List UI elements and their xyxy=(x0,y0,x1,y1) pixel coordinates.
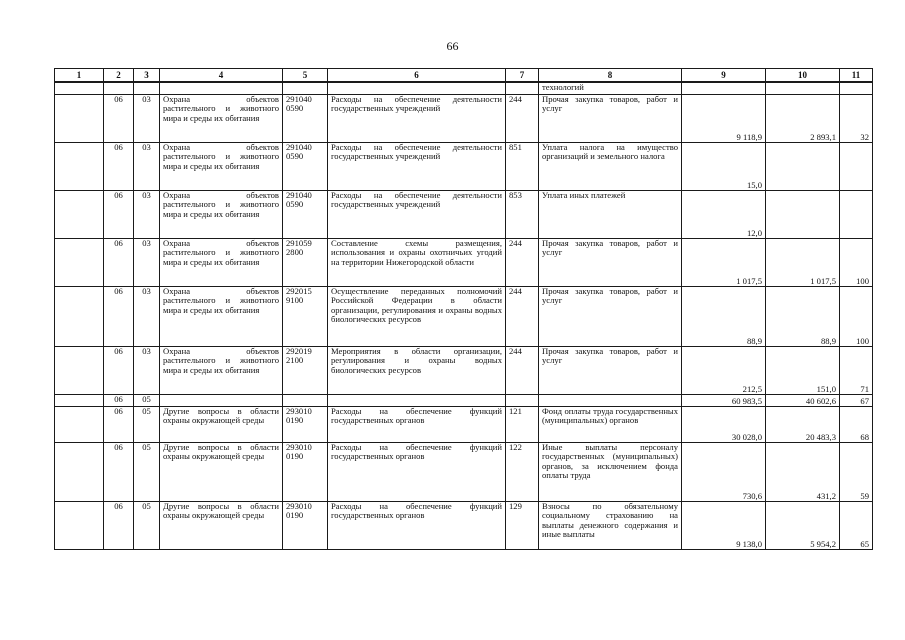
budget-table xyxy=(54,68,873,550)
cell-target-code: 291059 2800 xyxy=(283,239,328,287)
cell-name: Другие вопросы в области охраны окружающей среды xyxy=(160,407,283,443)
cell-target-name: Расходы на обеспечение деятельности государственных учреждений xyxy=(328,95,506,143)
cell-percent: 71 xyxy=(840,347,873,395)
cell-target-name: Составление схемы размещения, использования и охраны охотничьих угодий на территории Нижегородской области xyxy=(328,239,506,287)
table-row xyxy=(55,443,873,502)
cell-percent xyxy=(840,143,873,191)
cell-target-code: 291040 0590 xyxy=(283,95,328,143)
cell-expense-code: 244 xyxy=(506,95,539,143)
cell-expense-code: 122 xyxy=(506,443,539,502)
col-header-11: 11 xyxy=(840,69,873,83)
cell-plan: 88,9 xyxy=(682,287,766,347)
cell-expense-code: 129 xyxy=(506,502,539,550)
cell-plan: 30 028,0 xyxy=(682,407,766,443)
cell-section: 06 xyxy=(104,347,134,395)
cell-expense-name: Прочая закупка товаров, работ и услуг xyxy=(539,239,682,287)
subtotal-row xyxy=(55,395,873,407)
cell-expense-name: Иные выплаты персоналу государственных (муниципальных) органов, за исключением фонда оплаты труда xyxy=(539,443,682,502)
cell-expense-code: 851 xyxy=(506,143,539,191)
cell-section: 06 xyxy=(104,95,134,143)
cell-percent: 100 xyxy=(840,287,873,347)
table-row xyxy=(55,287,873,347)
cell-plan: 1 017,5 xyxy=(682,239,766,287)
cell-target-name: Осуществление переданных полномочий Российской Федерации в области организации, регулирования и охраны водных биологических ресурсов xyxy=(328,287,506,347)
cell-plan: 9 118,9 xyxy=(682,95,766,143)
cell-plan: 212,5 xyxy=(682,347,766,395)
cell-subsection: 03 xyxy=(134,191,160,239)
cell-expense-name: Прочая закупка товаров, работ и услуг xyxy=(539,95,682,143)
cell-plan: 730,6 xyxy=(682,443,766,502)
cell-name: Охрана объектов растительного и животного мира и среды их обитания xyxy=(160,347,283,395)
cell-plan: 15,0 xyxy=(682,143,766,191)
col-header-7: 7 xyxy=(506,69,539,83)
cell-percent: 32 xyxy=(840,95,873,143)
cell-name: Охрана объектов растительного и животного мира и среды их обитания xyxy=(160,287,283,347)
cell-name: Охрана объектов растительного и животного мира и среды их обитания xyxy=(160,143,283,191)
table-row xyxy=(55,95,873,143)
cell-target-name: Расходы на обеспечение деятельности государственных учреждений xyxy=(328,143,506,191)
cell-subsection: 03 xyxy=(134,95,160,143)
page-number: 66 xyxy=(446,39,459,53)
cell-target-code: 291040 0590 xyxy=(283,143,328,191)
cell-target-name: Расходы на обеспечение функций государственных органов xyxy=(328,407,506,443)
table-row xyxy=(55,191,873,239)
cell-expense-name: Уплата налога на имущество организаций и земельного налога xyxy=(539,143,682,191)
table-header-row xyxy=(55,69,873,83)
cell-expense-name: Уплата иных платежей xyxy=(539,191,682,239)
cell-section: 06 xyxy=(104,287,134,347)
table-row xyxy=(55,502,873,550)
cell-subsection: 05 xyxy=(134,502,160,550)
cell-percent xyxy=(840,191,873,239)
cell-percent: 68 xyxy=(840,407,873,443)
col-header-2: 2 xyxy=(104,69,134,83)
cell-name: Охрана объектов растительного и животного мира и среды их обитания xyxy=(160,191,283,239)
col-header-9: 9 xyxy=(682,69,766,83)
cell-actual: 5 954,2 xyxy=(766,502,840,550)
cell-percent-total: 67 xyxy=(840,395,873,407)
cell-actual: 151,0 xyxy=(766,347,840,395)
cell-expense-name: Взносы по обязательному социальному страхованию на выплаты денежного содержания и иные выплаты xyxy=(539,502,682,550)
cell-actual-total: 40 602,6 xyxy=(766,395,840,407)
cell-target-code: 292015 9100 xyxy=(283,287,328,347)
table-row xyxy=(55,143,873,191)
col-header-10: 10 xyxy=(766,69,840,83)
cell-section: 06 xyxy=(104,191,134,239)
cell-actual xyxy=(766,191,840,239)
cell-target-code: 293010 0190 xyxy=(283,502,328,550)
col-header-4: 4 xyxy=(160,69,283,83)
col-header-3: 3 xyxy=(134,69,160,83)
table-row xyxy=(55,347,873,395)
cell-percent: 100 xyxy=(840,239,873,287)
col-header-8: 8 xyxy=(539,69,682,83)
cell-subsection: 03 xyxy=(134,239,160,287)
cell-subsection: 05 xyxy=(134,395,160,407)
cell-percent: 65 xyxy=(840,502,873,550)
cell-subsection: 03 xyxy=(134,347,160,395)
cell-actual: 431,2 xyxy=(766,443,840,502)
cell-plan: 12,0 xyxy=(682,191,766,239)
col-header-1: 1 xyxy=(55,69,104,83)
cell-section: 06 xyxy=(104,443,134,502)
continuation-cell: технологий xyxy=(539,82,682,95)
cell-name: Охрана объектов растительного и животного мира и среды их обитания xyxy=(160,95,283,143)
cell-section: 06 xyxy=(104,143,134,191)
cell-target-code: 292019 2100 xyxy=(283,347,328,395)
cell-actual: 2 893,1 xyxy=(766,95,840,143)
cell-target-name: Расходы на обеспечение функций государственных органов xyxy=(328,502,506,550)
cell-percent: 59 xyxy=(840,443,873,502)
cell-subsection: 05 xyxy=(134,443,160,502)
cell-expense-name: Прочая закупка товаров, работ и услуг xyxy=(539,347,682,395)
cell-target-code: 293010 0190 xyxy=(283,443,328,502)
cell-plan-total: 60 983,5 xyxy=(682,395,766,407)
cell-section: 06 xyxy=(104,502,134,550)
cell-actual: 88,9 xyxy=(766,287,840,347)
cell-section: 06 xyxy=(104,407,134,443)
cell-target-name: Мероприятия в области организации, регулирования и охраны водных биологических ресурсов xyxy=(328,347,506,395)
cell-actual: 1 017,5 xyxy=(766,239,840,287)
cell-actual xyxy=(766,143,840,191)
col-header-6: 6 xyxy=(328,69,506,83)
cell-target-code: 293010 0190 xyxy=(283,407,328,443)
cell-target-code: 291040 0590 xyxy=(283,191,328,239)
cell-expense-code: 244 xyxy=(506,239,539,287)
cell-subsection: 03 xyxy=(134,287,160,347)
cell-actual: 20 483,3 xyxy=(766,407,840,443)
cell-plan: 9 138,0 xyxy=(682,502,766,550)
table-row-continuation xyxy=(55,82,873,95)
cell-expense-code: 121 xyxy=(506,407,539,443)
cell-target-name: Расходы на обеспечение функций государственных органов xyxy=(328,443,506,502)
cell-subsection: 03 xyxy=(134,143,160,191)
cell-subsection: 05 xyxy=(134,407,160,443)
col-header-5: 5 xyxy=(283,69,328,83)
cell-section: 06 xyxy=(104,395,134,407)
cell-target-name: Расходы на обеспечение деятельности государственных учреждений xyxy=(328,191,506,239)
cell-name: Другие вопросы в области охраны окружающей среды xyxy=(160,502,283,550)
cell-expense-name: Прочая закупка товаров, работ и услуг xyxy=(539,287,682,347)
cell-name: Охрана объектов растительного и животного мира и среды их обитания xyxy=(160,239,283,287)
cell-section: 06 xyxy=(104,239,134,287)
cell-expense-code: 853 xyxy=(506,191,539,239)
cell-expense-code: 244 xyxy=(506,287,539,347)
cell-expense-name: Фонд оплаты труда государственных (муниципальных) органов xyxy=(539,407,682,443)
cell-expense-code: 244 xyxy=(506,347,539,395)
cell-name: Другие вопросы в области охраны окружающей среды xyxy=(160,443,283,502)
table-row xyxy=(55,407,873,443)
table-row xyxy=(55,239,873,287)
